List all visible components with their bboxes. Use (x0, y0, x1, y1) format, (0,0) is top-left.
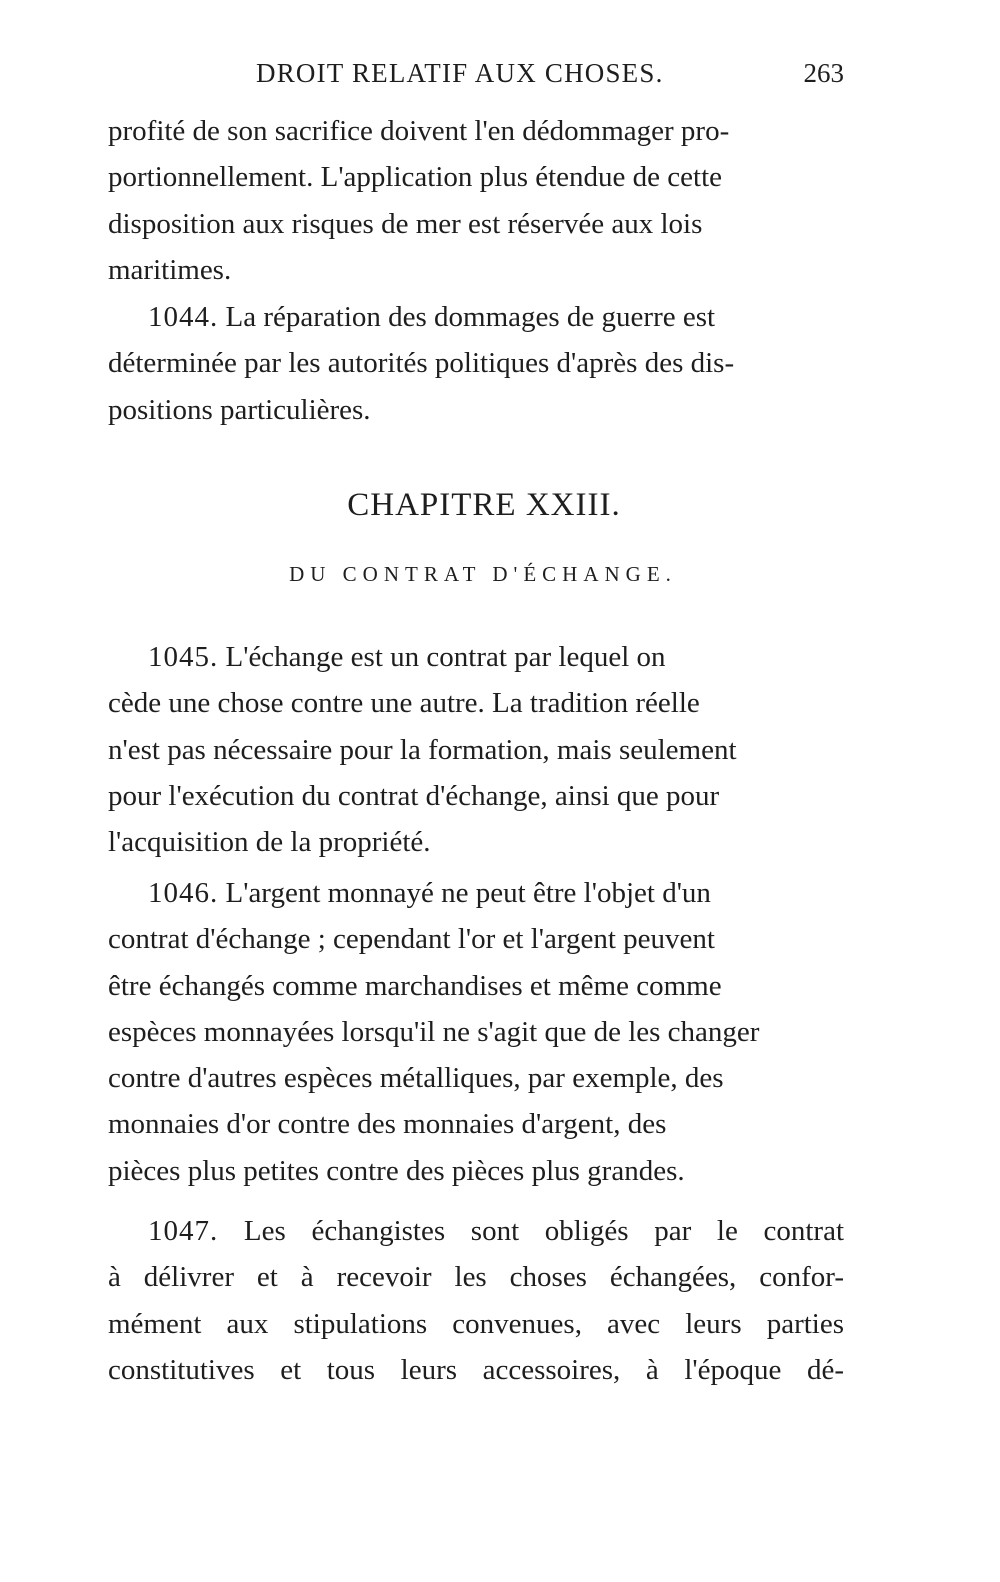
text-line: déterminée par les autorités politiques d'après des dis- (108, 347, 735, 380)
continuation-paragraph (108, 108, 844, 293)
text-line: profité de son sacrifice doivent l'en dédommager pro- (108, 115, 730, 147)
article-number: 1047. (148, 1215, 219, 1247)
article-number: 1044. (148, 301, 219, 333)
text-line: n'est pas nécessaire pour la formation, mais seulement (108, 733, 737, 766)
page-number: 263 (803, 58, 844, 88)
text-line: cède une chose contre une autre. La tradition réelle (108, 687, 700, 720)
text-line: portionnellement. L'application plus étendue de cette (108, 161, 723, 194)
text-line: disposition aux risques de mer est réservée aux lois (108, 207, 703, 240)
text-line: espèces monnayées lorsqu'il ne s'agit que de les changer (108, 1015, 760, 1048)
text-line: être échangés comme marchandises et même comme (108, 969, 722, 1002)
text-line: positions particulières. (108, 393, 371, 426)
text-line: pour l'exécution du contrat d'échange, ainsi que pour (108, 779, 720, 812)
text-line: L'échange est un contrat par lequel on (225, 641, 666, 673)
chapter-title: CHAPITRE XXIII. (347, 487, 621, 523)
article-1046 (108, 870, 844, 1194)
text-line: l'acquisition de la propriété. (108, 826, 431, 859)
text-line: à délivrer et à recevoir les choses échangées, confor- (108, 1261, 844, 1294)
text-line: La réparation des dommages de guerre est (225, 301, 716, 333)
article-1047 (108, 1208, 844, 1393)
article-number: 1045. (148, 641, 219, 673)
text-line: constitutives et tous leurs accessoires, à l'époque dé- (108, 1353, 844, 1386)
article-number: 1046. (148, 877, 219, 909)
text-line: monnaies d'or contre des monnaies d'argent, des (108, 1108, 667, 1141)
text-line: maritimes. (108, 253, 232, 286)
text-line: L'argent monnayé ne peut être l'objet d'un (225, 877, 711, 909)
article-1045 (108, 634, 844, 865)
running-title: DROIT RELATIF AUX CHOSES. (256, 58, 664, 88)
running-header (108, 58, 844, 98)
chapter-subtitle: DU CONTRAT D'ÉCHANGE. (289, 562, 677, 586)
text-line: Les échangistes sont obligés par le contrat (243, 1215, 845, 1247)
text-line: pièces plus petites contre des pièces plus grandes. (108, 1154, 685, 1187)
article-1044 (108, 294, 844, 433)
text-line: mément aux stipulations convenues, avec leurs parties (108, 1307, 844, 1340)
text-line: contrat d'échange ; cependant l'or et l'argent peuvent (108, 923, 715, 956)
text-line: contre d'autres espèces métalliques, par exemple, des (108, 1062, 724, 1095)
